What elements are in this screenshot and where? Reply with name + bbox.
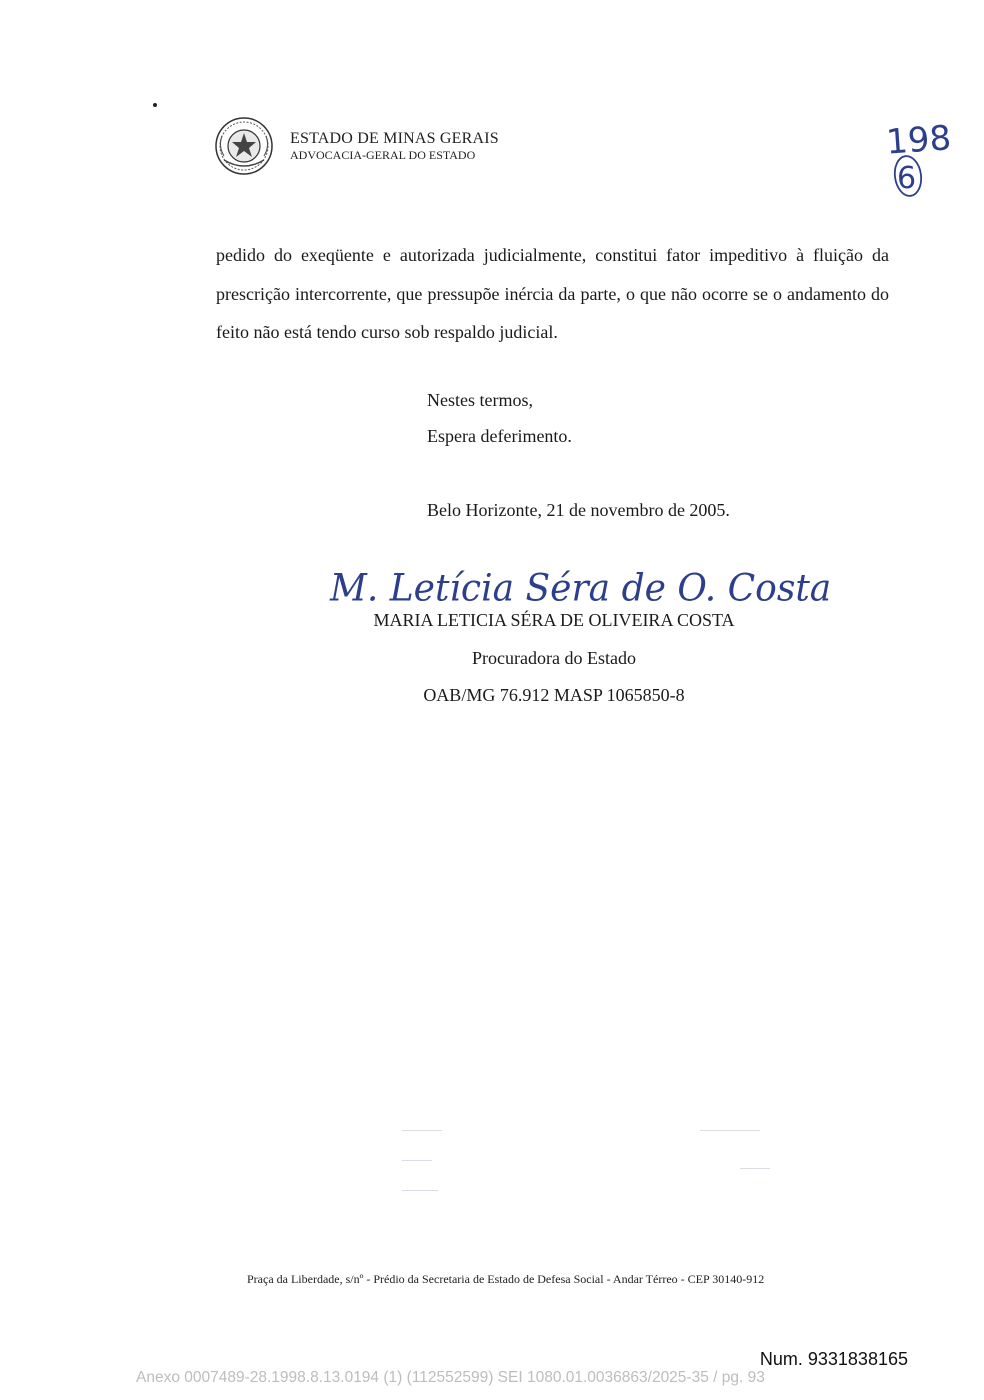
scan-artifact	[402, 1160, 432, 1161]
letterhead-text	[290, 130, 499, 163]
scan-artifact	[700, 1130, 760, 1131]
handwritten-folio-mark	[880, 108, 953, 208]
closing-request: Espera deferimento.	[427, 426, 572, 446]
folio-number: 198	[884, 118, 953, 163]
signer-name: MARIA LETICIA SÉRA DE OLIVEIRA COSTA	[373, 610, 735, 630]
body-paragraph: pedido do exeqüente e autorizada judicialmente, constitui fator impeditivo à fluição da prescrição intercorrente, que pressupõe inércia da parte, o que não ocorre se o andamento do feito não está tendo curso sob respaldo judicial.	[216, 245, 889, 342]
closing-terms: Nestes termos,	[427, 390, 533, 410]
letterhead	[214, 116, 499, 176]
place-date: Belo Horizonte, 21 de novembro de 2005.	[427, 500, 730, 520]
signer-role: Procuradora do Estado	[472, 648, 636, 668]
document-number: Num. 9331838165	[759, 1349, 908, 1369]
scan-artifact	[740, 1168, 770, 1169]
scan-artifact	[402, 1190, 438, 1191]
signature-text: M. Letícia Séra de O. Costa	[330, 565, 832, 610]
scan-artifact	[402, 1130, 442, 1131]
state-name: ESTADO DE MINAS GERAIS	[290, 129, 499, 147]
signer-registration: OAB/MG 76.912 MASP 1065850-8	[423, 685, 685, 705]
handwritten-signature	[330, 548, 832, 618]
annex-watermark: Anexo 0007489-28.1998.8.13.0194 (1) (112552599) SEI 1080.01.0036863/2025-35 / pg. 93	[136, 1369, 765, 1386]
agency-name: ADVOCACIA-GERAL DO ESTADO	[290, 147, 476, 162]
footer-address: Praça da Liberdade, s/nº - Prédio da Secretaria de Estado de Defesa Social - Andar Térreo - CEP 30140-912	[247, 1272, 765, 1286]
stray-mark	[153, 103, 157, 107]
state-seal-icon	[214, 116, 274, 176]
folio-mark: 6	[897, 161, 917, 196]
